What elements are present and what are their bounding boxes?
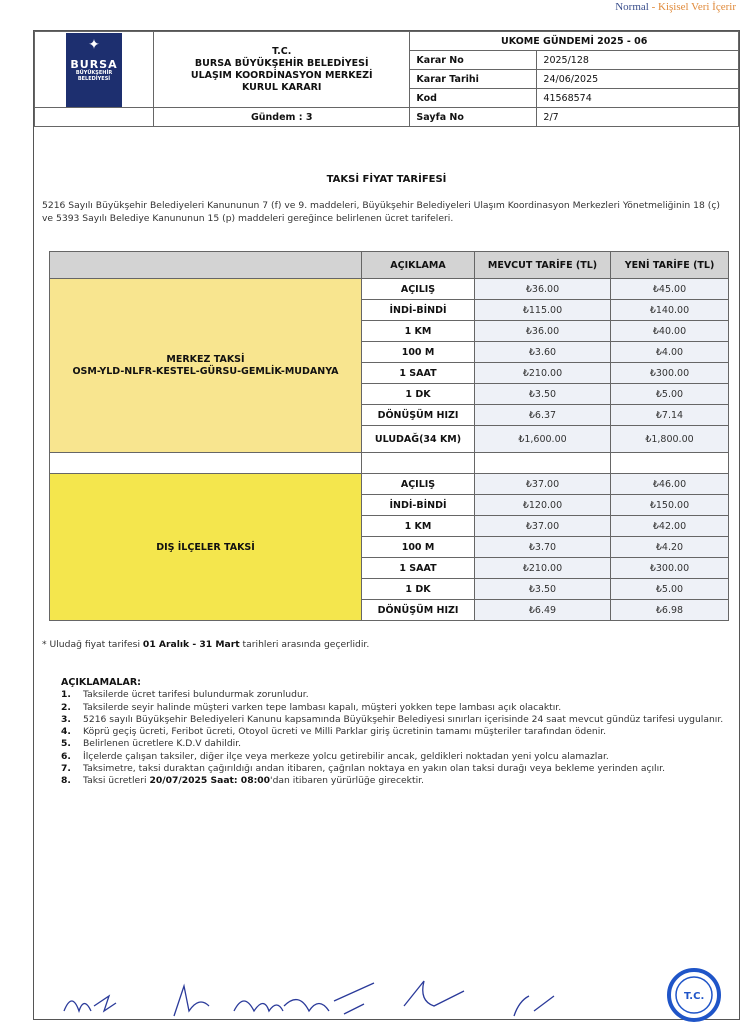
explanation-item: 7. Taksimetre, taksi duraktan çağırıldığı andan itibaren, çağrılan noktaya en yakın olan taksi durağı veya bekleme yerinden açılır. (61, 763, 666, 775)
tariff-item: 100 M (362, 537, 475, 558)
agenda-title: UKOME GÜNDEMİ 2025 - 06 (410, 32, 739, 51)
column-header: YENİ TARİFE (TL) (611, 252, 729, 279)
field-value: 2/7 (537, 108, 739, 127)
table-row (50, 474, 729, 495)
current-price: ₺210.00 (475, 558, 611, 579)
tariff-item: ULUDAĞ(34 KM) (362, 426, 475, 453)
tariff-item: DÖNÜŞÜM HIZI (362, 600, 475, 621)
new-price: ₺300.00 (611, 558, 729, 579)
current-price: ₺36.00 (475, 321, 611, 342)
logo: ✦ BURSA BÜYÜKŞEHİR BELEDİYESİ (35, 32, 154, 108)
explanation-item: 8. Taksi ücretleri 20/07/2025 Saat: 08:00'dan itibaren yürürlüğe girecektir. (61, 775, 424, 787)
signatures (34, 966, 741, 1022)
column-header: MEVCUT TARİFE (TL) (475, 252, 611, 279)
stamp-icon (669, 970, 719, 1020)
explanation-item: 5. Belirlenen ücretlere K.D.V dahildir. (61, 738, 242, 750)
tariff-item: AÇILIŞ (362, 474, 475, 495)
current-price: ₺115.00 (475, 300, 611, 321)
current-price: ₺6.49 (475, 600, 611, 621)
new-price: ₺45.00 (611, 279, 729, 300)
explanations (61, 677, 727, 788)
new-price: ₺4.20 (611, 537, 729, 558)
tariff-item: 1 DK (362, 579, 475, 600)
document-header (34, 31, 739, 127)
document-page (33, 30, 740, 1020)
current-price: ₺210.00 (475, 363, 611, 384)
new-price: ₺6.98 (611, 600, 729, 621)
signature (174, 986, 283, 1016)
current-price: ₺37.00 (475, 516, 611, 537)
signature (64, 996, 116, 1011)
new-price: ₺40.00 (611, 321, 729, 342)
document-title: TAKSİ FİYAT TARİFESİ (326, 174, 447, 185)
tariff-item: İNDİ-BİNDİ (362, 495, 475, 516)
current-price: ₺3.50 (475, 384, 611, 405)
current-price: ₺3.50 (475, 579, 611, 600)
new-price: ₺140.00 (611, 300, 729, 321)
explanation-item: 3. 5216 sayılı Büyükşehir Belediyeleri Kanunu kapsamında Büyükşehir Belediyesi sınırları içerisinde 24 saat mevcut gündüz tarifesi uygulanır. (61, 713, 724, 725)
uludag-note: * Uludağ fiyat tarifesi 01 Aralık - 31 Mart tarihleri arasında geçerlidir. (42, 639, 370, 650)
tariff-item: 1 KM (362, 516, 475, 537)
group-label: DIŞ İLÇELER TAKSİ (50, 474, 362, 621)
new-price: ₺5.00 (611, 384, 729, 405)
tariff-table (49, 251, 729, 621)
tariff-item: AÇILIŞ (362, 279, 475, 300)
explanation-item: 4. Köprü geçiş ücreti, Feribot ücreti, Otoyol ücreti ve Milli Parklar giriş ücretinin tamamı müşteriler tarafından ödenir. (61, 726, 607, 738)
table-row (50, 279, 729, 300)
tariff-item: 1 KM (362, 321, 475, 342)
explanation-item: 6. İlçelerde çalışan taksiler, diğer ilçe veya merkeze yolcu getirebilir ancak, geldikleri noktadan yeni yolcu alamazlar. (61, 750, 609, 762)
current-price: ₺3.60 (475, 342, 611, 363)
explanations-title: AÇIKLAMALAR: (61, 677, 141, 688)
explanation-item: 2. Taksilerde seyir halinde müşteri varken tepe lambası kapalı, müşteri yokken tepe lambası açık olacaktır. (61, 701, 562, 713)
gundem: Gündem : 3 (154, 108, 410, 127)
field-label: Kod (410, 89, 537, 108)
column-header: AÇIKLAMA (362, 252, 475, 279)
current-price: ₺36.00 (475, 279, 611, 300)
current-price: ₺120.00 (475, 495, 611, 516)
group-label: MERKEZ TAKSİ OSM-YLD-NLFR-KESTEL-GÜRSU-GEMLİK-MUDANYA (50, 279, 362, 453)
tariff-item: DÖNÜŞÜM HIZI (362, 405, 475, 426)
current-price: ₺6.37 (475, 405, 611, 426)
field-value: 2025/128 (537, 51, 739, 70)
new-price: ₺150.00 (611, 495, 729, 516)
tariff-item: 1 SAAT (362, 558, 475, 579)
signature (514, 996, 554, 1016)
signature (404, 981, 464, 1006)
field-label: Karar Tarihi (410, 70, 537, 89)
explanation-item: 1. Taksilerde ücret tarifesi bulundurmak zorunludur. (61, 689, 309, 701)
new-price: ₺46.00 (611, 474, 729, 495)
current-price: ₺37.00 (475, 474, 611, 495)
tariff-item: İNDİ-BİNDİ (362, 300, 475, 321)
tariff-item: 1 SAAT (362, 363, 475, 384)
field-label: Karar No (410, 51, 537, 70)
new-price: ₺300.00 (611, 363, 729, 384)
svg-text:T.C.: T.C. (684, 991, 705, 1002)
new-price: ₺5.00 (611, 579, 729, 600)
field-value: 41568574 (537, 89, 739, 108)
field-label: Sayfa No (410, 108, 537, 127)
new-price: ₺4.00 (611, 342, 729, 363)
tariff-item: 100 M (362, 342, 475, 363)
field-value: 24/06/2025 (537, 70, 739, 89)
new-price: ₺7.14 (611, 405, 729, 426)
tariff-item: 1 DK (362, 384, 475, 405)
current-price: ₺3.70 (475, 537, 611, 558)
new-price: ₺42.00 (611, 516, 729, 537)
org-title: T.C. BURSA BÜYÜKŞEHİR BELEDİYESİ ULAŞIM KOORDİNASYON MERKEZİ KURUL KARARI (154, 32, 410, 108)
signature (284, 983, 374, 1014)
classification-label: Normal - Kişisel Veri İçerir (615, 1, 736, 13)
intro-paragraph: 5216 Sayılı Büyükşehir Belediyeleri Kanununun 7 (f) ve 9. maddeleri, Büyükşehir Belediyeleri Ulaşım Koordinasyon Merkezleri Yönetmeliğinin 18 (ç) ve 5393 Sayılı Belediye Kanununun 15 (p) maddeleri gereğince belirlenen ücret tarifeleri. (42, 200, 721, 224)
new-price: ₺1,800.00 (611, 426, 729, 453)
current-price: ₺1,600.00 (475, 426, 611, 453)
group-subtitle: OSM-YLD-NLFR-KESTEL-GÜRSU-GEMLİK-MUDANYA (72, 365, 339, 377)
